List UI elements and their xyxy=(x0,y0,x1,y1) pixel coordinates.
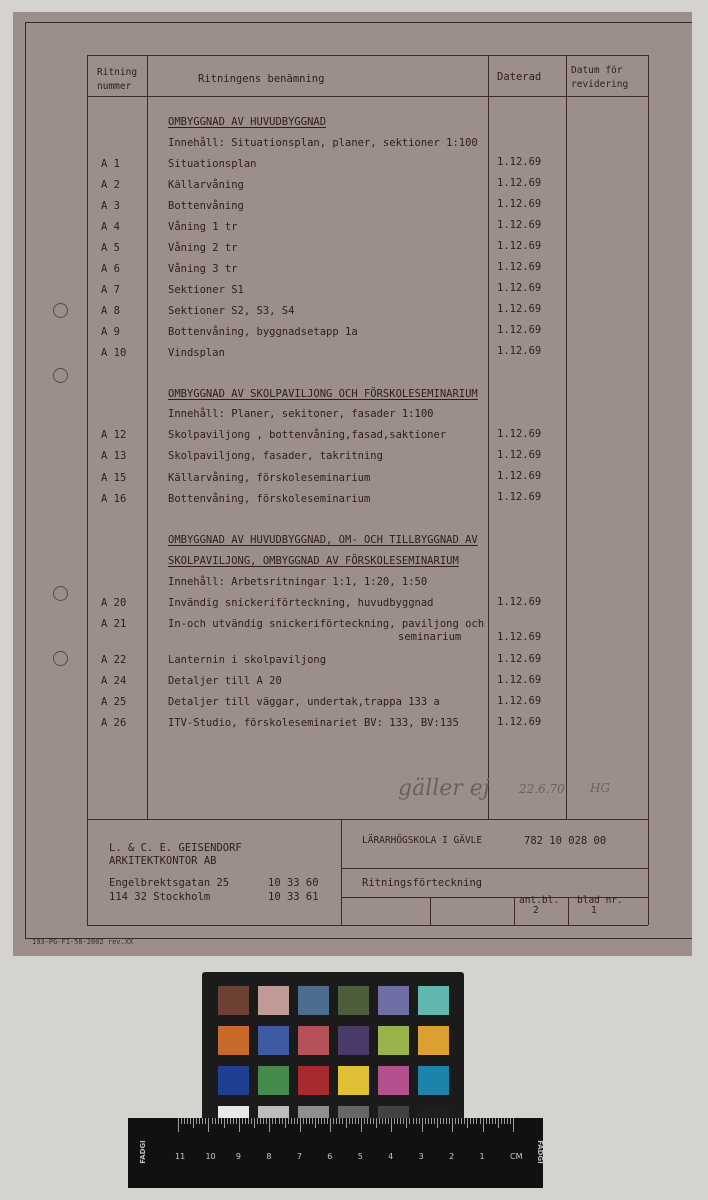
ruler-tick xyxy=(324,1118,325,1124)
ruler-tick xyxy=(212,1118,213,1124)
drawing-date: 1.12.69 xyxy=(497,345,542,357)
section-title-line2: SKOLPAVILJONG, OMBYGGNAD AV FÖRSKOLESEMINARIUM xyxy=(168,555,459,567)
ruler-tick xyxy=(221,1118,222,1124)
ruler-tick xyxy=(245,1118,246,1124)
ruler-tick xyxy=(358,1118,359,1124)
ruler-tick xyxy=(498,1118,499,1128)
color-patch xyxy=(218,1026,249,1055)
drawing-date: 1.12.69 xyxy=(497,653,542,665)
header-revision-date-line1: Datum för xyxy=(571,65,623,76)
ruler-tick xyxy=(227,1118,228,1124)
ruler-tick xyxy=(388,1118,389,1124)
header-drawing-number-line2: nummer xyxy=(97,81,132,92)
ruler-tick xyxy=(294,1118,295,1124)
color-patch xyxy=(338,1066,369,1095)
firm-city: 114 32 Stockholm xyxy=(109,891,211,903)
ruler-tick xyxy=(266,1118,267,1124)
header-drawing-name: Ritningens benämning xyxy=(198,73,325,85)
drawing-date: 1.12.69 xyxy=(497,631,542,643)
measurement-ruler xyxy=(128,1118,543,1188)
drawing-number: A 12 xyxy=(101,429,127,441)
ruler-tick xyxy=(461,1118,462,1124)
ruler-tick xyxy=(297,1118,298,1124)
binder-hole xyxy=(53,368,68,383)
drawing-date: 1.12.69 xyxy=(497,303,542,315)
ruler-tick xyxy=(272,1118,273,1124)
ruler-tick xyxy=(510,1118,511,1124)
ruler-number: 2 xyxy=(449,1152,455,1161)
ruler-number: CM xyxy=(510,1152,523,1161)
ruler-tick xyxy=(355,1118,356,1124)
drawing-date: 1.12.69 xyxy=(497,596,542,608)
titleblock-divider xyxy=(341,819,342,925)
color-patch xyxy=(218,1066,249,1095)
color-patch xyxy=(298,986,329,1015)
ruler-tick xyxy=(248,1118,249,1124)
ruler-tick xyxy=(260,1118,261,1124)
drawing-name-continued: seminarium xyxy=(398,631,462,643)
color-patch xyxy=(378,1066,409,1095)
titleblock-top-line xyxy=(87,819,648,820)
blad-nr-label: blad nr. xyxy=(577,895,623,906)
drawing-date: 1.12.69 xyxy=(497,716,542,728)
drawing-name: Detaljer till väggar, undertak,trappa 133 a xyxy=(168,696,440,708)
ruler-tick xyxy=(385,1118,386,1124)
color-patch xyxy=(218,986,249,1015)
ruler-tick xyxy=(257,1118,258,1124)
ruler-tick xyxy=(254,1118,255,1128)
ruler-tick xyxy=(419,1118,420,1124)
drawing-date: 1.12.69 xyxy=(497,674,542,686)
ruler-tick xyxy=(373,1118,374,1124)
ruler-tick xyxy=(467,1118,468,1128)
drawing-number: A 15 xyxy=(101,472,127,484)
ruler-tick xyxy=(321,1118,322,1124)
color-patch xyxy=(418,986,449,1015)
drawing-number: A 20 xyxy=(101,597,127,609)
ruler-number: 1 xyxy=(479,1152,485,1161)
ruler-tick xyxy=(346,1118,347,1128)
ruler-tick xyxy=(501,1118,502,1124)
ruler-tick xyxy=(193,1118,194,1128)
drawing-date: 1.12.69 xyxy=(497,177,542,189)
ruler-number: 8 xyxy=(266,1152,272,1161)
ruler-tick xyxy=(199,1118,200,1124)
drawing-name: ITV-Studio, förskoleseminariet BV: 133, BV:135 xyxy=(168,717,459,729)
drawing-date: 1.12.69 xyxy=(497,449,542,461)
ruler-number: 5 xyxy=(357,1152,363,1161)
section-content-note: Innehåll: Arbetsritningar 1:1, 1:20, 1:50 xyxy=(168,576,428,588)
section-title-line1: OMBYGGNAD AV HUVUDBYGGNAD, OM- OCH TILLBYGGNAD AV xyxy=(168,534,478,546)
ruler-tick xyxy=(431,1118,432,1124)
drawing-number: A 25 xyxy=(101,696,127,708)
drawing-name: Sektioner S1 xyxy=(168,284,244,296)
ruler-tick xyxy=(230,1118,231,1124)
drawing-date: 1.12.69 xyxy=(497,282,542,294)
ruler-tick xyxy=(224,1118,225,1128)
drawing-name: Vindsplan xyxy=(168,347,225,359)
sheet-left-border xyxy=(25,22,26,939)
titleblock-cell-divider-1 xyxy=(430,897,431,925)
drawing-number: A 2 xyxy=(101,179,120,191)
ruler-tick xyxy=(486,1118,487,1124)
table-top-line xyxy=(87,55,648,56)
ruler-tick xyxy=(251,1118,252,1124)
drawing-name: Lanternin i skolpaviljong xyxy=(168,654,327,666)
drawing-number: A 6 xyxy=(101,263,120,275)
table-header-line xyxy=(87,96,648,97)
ruler-number: 3 xyxy=(418,1152,424,1161)
ruler-tick xyxy=(315,1118,316,1128)
drawing-title: Ritningsförteckning xyxy=(362,877,483,889)
project-number: 782 10 028 00 xyxy=(524,835,607,847)
ruler-tick xyxy=(416,1118,417,1124)
ruler-tick xyxy=(495,1118,496,1124)
drawing-date: 1.12.69 xyxy=(497,240,542,252)
ruler-tick xyxy=(306,1118,307,1124)
ruler-tick xyxy=(492,1118,493,1124)
ruler-tick xyxy=(288,1118,289,1124)
ruler-tick xyxy=(181,1118,182,1124)
color-patch xyxy=(298,1026,329,1055)
drawing-name: Detaljer till A 20 xyxy=(168,675,282,687)
ruler-tick xyxy=(218,1118,219,1124)
ruler-tick xyxy=(184,1118,185,1124)
drawing-name: Situationsplan xyxy=(168,158,257,170)
ruler-tick xyxy=(413,1118,414,1124)
drawing-number: A 24 xyxy=(101,675,127,687)
ruler-tick xyxy=(205,1118,206,1124)
drawing-number: A 4 xyxy=(101,221,120,233)
binder-hole xyxy=(53,651,68,666)
drawing-number: A 10 xyxy=(101,347,127,359)
ruler-number: 9 xyxy=(235,1152,241,1161)
ruler-tick xyxy=(437,1118,438,1128)
drawing-date: 1.12.69 xyxy=(497,219,542,231)
drawing-number: A 9 xyxy=(101,326,120,338)
ruler-tick xyxy=(507,1118,508,1124)
ruler-tick xyxy=(370,1118,371,1124)
ruler-tick xyxy=(403,1118,404,1124)
ant-bl-value: 2 xyxy=(533,905,539,916)
ruler-tick xyxy=(428,1118,429,1124)
ruler-tick xyxy=(352,1118,353,1124)
handwritten-initials: HG xyxy=(590,781,611,795)
ruler-number: 7 xyxy=(296,1152,302,1161)
drawing-name: Våning 2 tr xyxy=(168,242,238,254)
header-revision-date-line2: revidering xyxy=(571,79,629,90)
ruler-tick xyxy=(476,1118,477,1124)
binder-hole xyxy=(53,303,68,318)
ruler-tick xyxy=(318,1118,319,1124)
ruler-number: 4 xyxy=(388,1152,394,1161)
drawing-name: Bottenvåning, byggnadsetapp 1a xyxy=(168,326,358,338)
ruler-tick xyxy=(300,1118,301,1132)
ruler-tick xyxy=(480,1118,481,1124)
color-patch xyxy=(258,986,289,1015)
drawing-name: Sektioner S2, S3, S4 xyxy=(168,305,295,317)
ruler-tick xyxy=(504,1118,505,1124)
ruler-tick xyxy=(367,1118,368,1124)
drawing-number: A 26 xyxy=(101,717,127,729)
section-content-note: Innehåll: Planer, sekitoner, fasader 1:100 xyxy=(168,408,434,420)
binder-hole xyxy=(53,586,68,601)
ant-bl-label: ant.bl. xyxy=(519,895,560,906)
drawing-date: 1.12.69 xyxy=(497,198,542,210)
firm-name: L. & C. E. GEISENDORF xyxy=(109,842,242,854)
drawing-date: 1.12.69 xyxy=(497,695,542,707)
ruler-tick xyxy=(406,1118,407,1128)
drawing-name: Skolpaviljong , bottenvåning,fasad,saktioner xyxy=(168,429,447,441)
ruler-tick xyxy=(263,1118,264,1124)
project-name: LÄRARHÖGSKOLA I GÄVLE xyxy=(362,835,483,846)
ruler-tick xyxy=(279,1118,280,1124)
section-content-note: Innehåll: Situationsplan, planer, sektioner 1:100 xyxy=(168,137,478,149)
drawing-number: A 3 xyxy=(101,200,120,212)
ruler-tick xyxy=(440,1118,441,1124)
ruler-tick xyxy=(342,1118,343,1124)
ruler-tick xyxy=(458,1118,459,1124)
ruler-tick xyxy=(330,1118,331,1132)
ruler-tick xyxy=(190,1118,191,1124)
ruler-tick xyxy=(394,1118,395,1124)
ruler-logo-left: FADGI xyxy=(138,1140,147,1164)
drawing-name: In-och utvändig snickeriförteckning, paviljong och xyxy=(168,618,485,630)
drawing-number: A 5 xyxy=(101,242,120,254)
ruler-tick xyxy=(409,1118,410,1124)
ruler-tick xyxy=(269,1118,270,1132)
color-patch xyxy=(418,1066,449,1095)
ruler-tick xyxy=(470,1118,471,1124)
ruler-tick xyxy=(233,1118,234,1124)
color-patch xyxy=(258,1026,289,1055)
drawing-number: A 13 xyxy=(101,450,127,462)
table-bottom-line xyxy=(87,925,648,926)
blad-nr-value: 1 xyxy=(591,905,597,916)
col-divider-3 xyxy=(566,55,567,819)
ruler-tick xyxy=(425,1118,426,1124)
archive-margin-note: 193-PG-F1-58-2002 rev.XX xyxy=(32,938,134,946)
ruler-tick xyxy=(339,1118,340,1124)
drawing-number: A 8 xyxy=(101,305,120,317)
drawing-date: 1.12.69 xyxy=(497,324,542,336)
drawing-number: A 16 xyxy=(101,493,127,505)
ruler-tick xyxy=(208,1118,209,1132)
ruler-tick xyxy=(291,1118,292,1124)
section-title: OMBYGGNAD AV HUVUDBYGGNAD xyxy=(168,116,327,128)
ruler-tick xyxy=(178,1118,179,1132)
drawing-name: Bottenvåning xyxy=(168,200,244,212)
drawing-name: Våning 1 tr xyxy=(168,221,238,233)
color-patch xyxy=(378,1026,409,1055)
firm-street: Engelbrektsgatan 25 xyxy=(109,877,230,889)
ruler-logo-right: FADGI xyxy=(535,1140,544,1164)
drawing-list-sheet xyxy=(13,12,692,956)
ruler-tick xyxy=(327,1118,328,1124)
ruler-tick xyxy=(376,1118,377,1128)
ruler-number: 6 xyxy=(327,1152,333,1161)
ruler-tick xyxy=(196,1118,197,1124)
color-checker-card xyxy=(202,972,464,1122)
drawing-number: A 7 xyxy=(101,284,120,296)
ruler-tick xyxy=(275,1118,276,1124)
drawing-name: Skolpaviljong, fasader, takritning xyxy=(168,450,383,462)
color-patch xyxy=(258,1066,289,1095)
drawing-number: A 22 xyxy=(101,654,127,666)
drawing-date: 1.12.69 xyxy=(497,261,542,273)
ruler-tick xyxy=(364,1118,365,1124)
drawing-name: Källarvåning, förskoleseminarium xyxy=(168,472,371,484)
ruler-tick xyxy=(473,1118,474,1124)
firm-phone-2: 10 33 61 xyxy=(268,891,319,903)
ruler-tick xyxy=(489,1118,490,1124)
ruler-tick xyxy=(382,1118,383,1124)
ruler-tick xyxy=(303,1118,304,1124)
titleblock-cell-divider-3 xyxy=(568,897,569,925)
ruler-tick xyxy=(202,1118,203,1124)
ruler-number: 10 xyxy=(205,1152,216,1161)
ruler-tick xyxy=(187,1118,188,1124)
handwritten-date: 22.6.70 xyxy=(519,782,565,796)
ruler-tick xyxy=(483,1118,484,1132)
drawing-date: 1.12.69 xyxy=(497,428,542,440)
titleblock-line-a xyxy=(341,868,648,869)
color-patch xyxy=(378,986,409,1015)
ruler-number: 11 xyxy=(175,1152,186,1161)
ruler-tick xyxy=(446,1118,447,1124)
col-divider-2 xyxy=(488,55,489,819)
drawing-date: 1.12.69 xyxy=(497,470,542,482)
color-patch xyxy=(338,986,369,1015)
color-patch xyxy=(418,1026,449,1055)
ruler-tick xyxy=(309,1118,310,1124)
ruler-tick xyxy=(242,1118,243,1124)
header-dated: Daterad xyxy=(497,71,542,83)
sheet-top-border xyxy=(25,22,692,23)
ruler-tick xyxy=(455,1118,456,1124)
ruler-tick xyxy=(379,1118,380,1124)
ruler-tick xyxy=(282,1118,283,1124)
firm-phone-1: 10 33 60 xyxy=(268,877,319,889)
drawing-name: Källarvåning xyxy=(168,179,244,191)
ruler-tick xyxy=(422,1118,423,1132)
drawing-name: Bottenvåning, förskoleseminarium xyxy=(168,493,371,505)
ruler-tick xyxy=(285,1118,286,1128)
ruler-tick xyxy=(215,1118,216,1124)
ruler-tick xyxy=(452,1118,453,1132)
ruler-tick xyxy=(449,1118,450,1124)
titleblock-cell-divider-2 xyxy=(514,897,515,925)
ruler-tick xyxy=(349,1118,350,1124)
drawing-number: A 21 xyxy=(101,618,127,630)
drawing-name: Invändig snickeriförteckning, huvudbyggnad xyxy=(168,597,434,609)
color-patch xyxy=(338,1026,369,1055)
ruler-tick xyxy=(464,1118,465,1124)
ruler-tick xyxy=(400,1118,401,1124)
ruler-tick xyxy=(513,1118,514,1132)
ruler-tick xyxy=(336,1118,337,1124)
table-right-line xyxy=(648,55,649,925)
ruler-tick xyxy=(333,1118,334,1124)
ruler-tick xyxy=(312,1118,313,1124)
drawing-date: 1.12.69 xyxy=(497,156,542,168)
ruler-tick xyxy=(443,1118,444,1124)
handwritten-annotation: gäller ej xyxy=(398,776,490,801)
drawing-number: A 1 xyxy=(101,158,120,170)
ruler-tick xyxy=(391,1118,392,1132)
section-title: OMBYGGNAD AV SKOLPAVILJONG OCH FÖRSKOLESEMINARIUM xyxy=(168,388,478,400)
header-drawing-number-line1: Ritning xyxy=(97,67,138,78)
col-divider-1 xyxy=(147,55,148,819)
ruler-tick xyxy=(239,1118,240,1132)
table-left-line xyxy=(87,55,88,925)
ruler-tick xyxy=(434,1118,435,1124)
firm-subtitle: ARKITEKTKONTOR AB xyxy=(109,855,217,867)
ruler-tick xyxy=(361,1118,362,1132)
color-patch xyxy=(298,1066,329,1095)
ruler-tick xyxy=(236,1118,237,1124)
drawing-date: 1.12.69 xyxy=(497,491,542,503)
ruler-tick xyxy=(397,1118,398,1124)
drawing-name: Våning 3 tr xyxy=(168,263,238,275)
